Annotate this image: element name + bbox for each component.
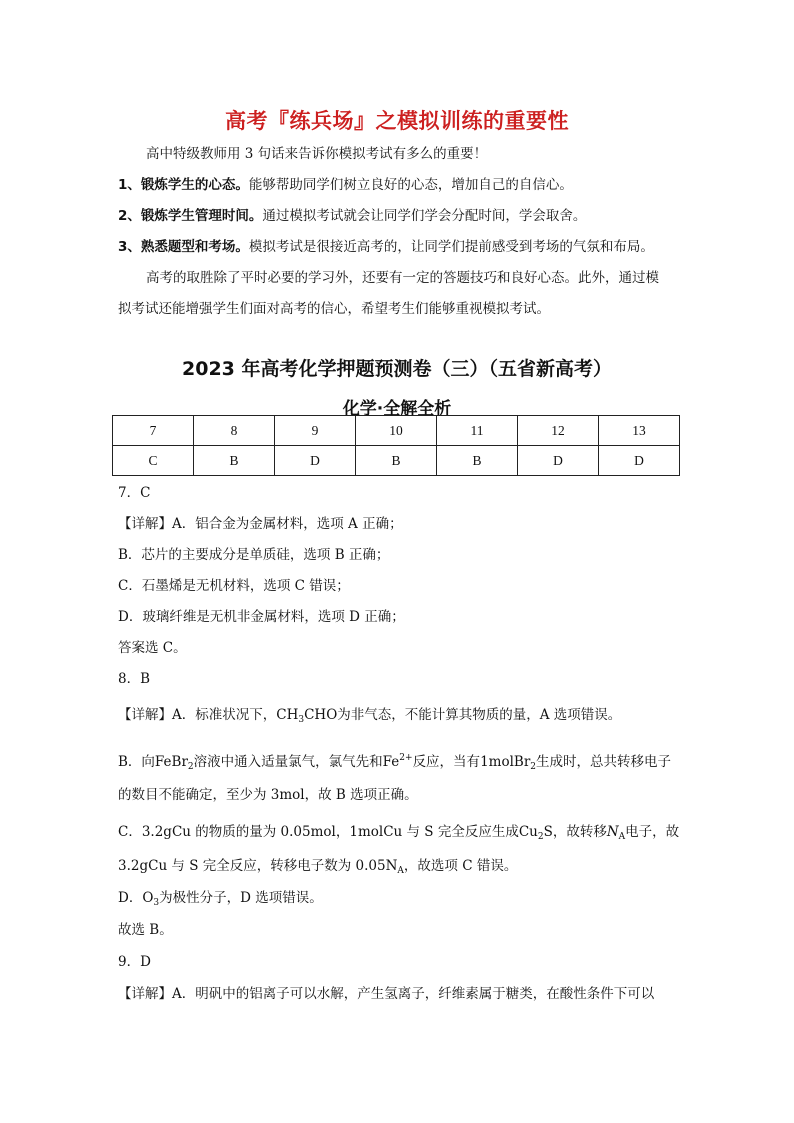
q8-option-c-prefix: C．3.2gCu 的物质的量为 0.05mol，1molCu 与 S 完全反应生成 <box>118 824 519 840</box>
q7-option-c: C．石墨烯是无机材料，选项 C 错误； <box>118 578 350 594</box>
q8-option-b-text: 反应，当有 <box>412 754 481 770</box>
formula-cu2s <box>519 824 553 840</box>
question-number-cell: 9 <box>275 416 356 446</box>
formula-subscript: 2 <box>187 762 194 772</box>
question-number-cell: 12 <box>518 416 599 446</box>
q8-option-a-prefix: 【详解】A．标准状况下， <box>118 707 277 723</box>
formula-part: S <box>543 824 553 840</box>
question-number-cell: 7 <box>113 416 194 446</box>
exam-subtitle: 化学·全解全析 <box>342 399 452 419</box>
formula-part: CH <box>276 707 299 723</box>
promo-point-3-lead: 3、熟悉题型和考场。 <box>118 239 249 255</box>
promo-point-1-text: 能够帮助同学们树立良好的心态，增加自己的自信心。 <box>248 177 573 193</box>
promo-point-1 <box>118 175 573 195</box>
formula-part: FeBr <box>154 754 188 770</box>
promo-point-1-lead: 1、锻炼学生的心态。 <box>118 177 249 193</box>
exam-title: 2023 年高考化学押题预测卷（三）（五省新高考） <box>182 358 612 380</box>
q9-option-a: 【详解】A．明矾中的铝离子可以水解，产生氢离子，纤维素属于糖类，在酸性条件下可以 <box>118 986 655 1002</box>
formula-part: Fe <box>382 754 400 770</box>
question-number-cell: 10 <box>356 416 437 446</box>
formula-subscript: A <box>618 832 626 842</box>
q8-option-c-text: 电子，故 <box>625 824 680 840</box>
q8-option-b-prefix: B．向 <box>118 754 155 770</box>
q8-heading: 8．B <box>118 671 151 687</box>
promo-point-3 <box>118 237 654 257</box>
q8-option-c-line-2-text: 3.2gCu 与 S 完全反应，转移电子数为 0.05N <box>118 858 398 874</box>
q8-option-d-text: 为极性分子，D 选项错误。 <box>159 890 323 906</box>
formula-1molbr2 <box>480 754 536 770</box>
promo-point-2-lead: 2、锻炼学生管理时间。 <box>118 208 263 224</box>
formula-superscript: 2+ <box>399 753 413 763</box>
promo-title: 高考『练兵场』之模拟训练的重要性 <box>225 109 569 133</box>
promo-point-2-text: 通过模拟考试就会让同学们学会分配时间，学会取舍。 <box>262 208 587 224</box>
formula-part: 1molBr <box>480 754 531 770</box>
q8-option-b <box>118 748 671 777</box>
formula-part: Cu <box>518 824 538 840</box>
q9-heading: 9．D <box>118 954 151 970</box>
answer-cell: D <box>518 446 599 476</box>
q7-option-d: D．玻璃纤维是无机非金属材料，选项 D 正确； <box>118 609 405 625</box>
formula-febr2 <box>155 754 194 770</box>
q7-option-a: 【详解】A．铝合金为金属材料，选项 A 正确； <box>118 516 403 532</box>
q8-option-b-line-2: 的数目不能确定，至少为 3mol，故 B 选项正确。 <box>118 787 418 803</box>
formula-part: CHO <box>304 707 338 723</box>
q8-option-d <box>118 888 323 913</box>
q8-option-c-line-2-text: ，故选项 C 错误。 <box>403 858 518 874</box>
promo-point-2 <box>118 206 586 226</box>
answer-table <box>112 415 680 476</box>
promo-point-3-text: 模拟考试是很接近高考的，让同学们提前感受到考场的气氛和布局。 <box>248 239 654 255</box>
q7-conclusion: 答案选 C。 <box>118 640 187 656</box>
q8-option-c <box>118 822 679 847</box>
question-number-cell: 11 <box>437 416 518 446</box>
q8-option-a-suffix: 为非气态，不能计算其物质的量，A 选项错误。 <box>337 707 622 723</box>
answer-table-number-row <box>113 416 680 446</box>
formula-subscript: 2 <box>530 762 537 772</box>
answer-cell: B <box>194 446 275 476</box>
answer-cell: B <box>437 446 518 476</box>
answer-cell: C <box>113 446 194 476</box>
formula-na <box>607 824 625 840</box>
answer-cell: B <box>356 446 437 476</box>
formula-subscript: 3 <box>153 898 160 908</box>
formula-subscript: 2 <box>537 832 544 842</box>
answer-cell: D <box>275 446 356 476</box>
promo-closing-line-2: 拟考试还能增强学生们面对高考的信心，希望考生们能够重视模拟考试。 <box>118 301 550 317</box>
promo-closing-line-1: 高考的取胜除了平时必要的学习外，还要有一定的答题技巧和良好心态。此外，通过模 <box>146 270 659 286</box>
q8-option-c-line-2 <box>118 856 517 881</box>
answer-table-answer-row <box>113 446 680 476</box>
q8-option-a <box>118 705 621 730</box>
promo-intro: 高中特级教师用 3 句话来告诉你模拟考试有多么的重要！ <box>146 146 488 162</box>
formula-subscript: 3 <box>298 715 305 725</box>
formula-part: N <box>606 824 619 840</box>
formula-subscript: A <box>397 866 404 876</box>
q7-heading: 7．C <box>118 485 151 501</box>
question-number-cell: 13 <box>599 416 680 446</box>
q8-option-c-text: ，故转移 <box>552 824 607 840</box>
q8-option-b-text: 生成时，总共转移电子 <box>536 754 672 770</box>
q7-option-b: B．芯片的主要成分是单质硅，选项 B 正确； <box>118 547 390 563</box>
q8-option-d-prefix: D．O <box>118 890 154 906</box>
q8-conclusion: 故选 B。 <box>118 922 173 938</box>
formula-ch3cho <box>276 707 337 723</box>
q8-option-b-text: 溶液中通入适量氯气，氯气先和 <box>193 754 383 770</box>
answer-cell: D <box>599 446 680 476</box>
question-number-cell: 8 <box>194 416 275 446</box>
formula-fe2plus <box>383 754 413 770</box>
